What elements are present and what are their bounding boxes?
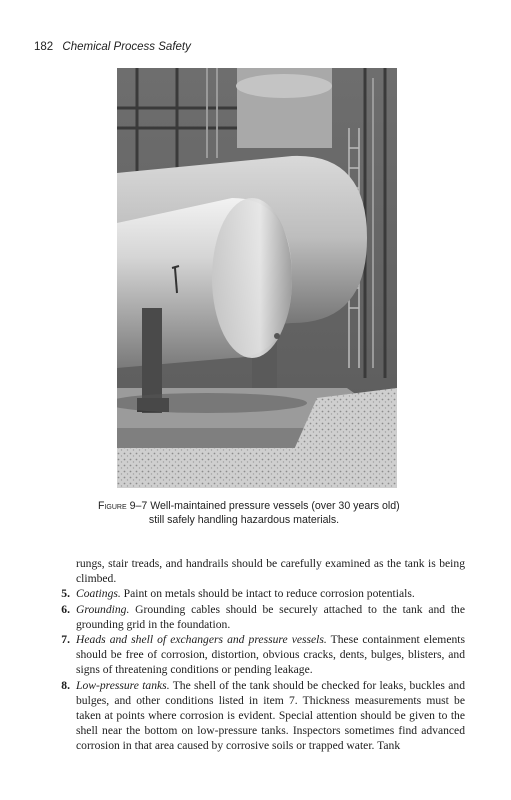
page-header (34, 41, 191, 53)
item-number: 5. (61, 587, 70, 601)
item-text: Paint on metals should be intact to reduce corrosion potentials. (120, 587, 415, 601)
item-number: 7. (61, 633, 70, 647)
continuation-paragraph: rungs, stair treads, and handrails should be carefully examined as the tank is being climbed. (76, 557, 465, 586)
item-text: Grounding cables should be securely attached to the tank and the grounding grid in the foundation. (76, 602, 465, 631)
item-text: These containment elements should be free of corrosion, distortion, obvious cracks, dents, bulges, blisters, and signs of threatening conditions or pending leakage. (76, 633, 465, 677)
figure-label: Figure 9–7 (98, 500, 148, 512)
running-title: Chemical Process Safety (62, 41, 191, 53)
item-text: The shell of the tank should be checked for leaks, buckles and bulges, and other conditions listed in item 7. Thickness measurements must be taken at points where corrosion is evident. Special attention should be given to the shell near the bottom on low-pressure tanks. Inspectors sometimes find advanced corrosion in that area caused by corrosive soils or trapped water. Tank (76, 678, 465, 753)
item-term: Low-pressure tanks. (76, 678, 170, 692)
item-number: 8. (61, 678, 70, 692)
item-term: Coatings. (76, 587, 121, 601)
figure-caption (98, 500, 428, 527)
caption-line-1: Well-maintained pressure vessels (over 30 years old) (150, 500, 400, 512)
list-item (31, 678, 465, 754)
page-number: 182 (34, 41, 54, 53)
item-number: 6. (61, 602, 70, 616)
item-term: Heads and shell of exchangers and pressure vessels. (76, 633, 327, 647)
caption-line-2: still safely handling hazardous materials. (148, 513, 340, 526)
pressure-vessels-photo (117, 68, 397, 488)
item-term: Grounding. (76, 602, 130, 616)
body-text (31, 556, 465, 754)
list-item (31, 586, 465, 601)
list-item (31, 632, 465, 678)
list-item (31, 602, 465, 632)
